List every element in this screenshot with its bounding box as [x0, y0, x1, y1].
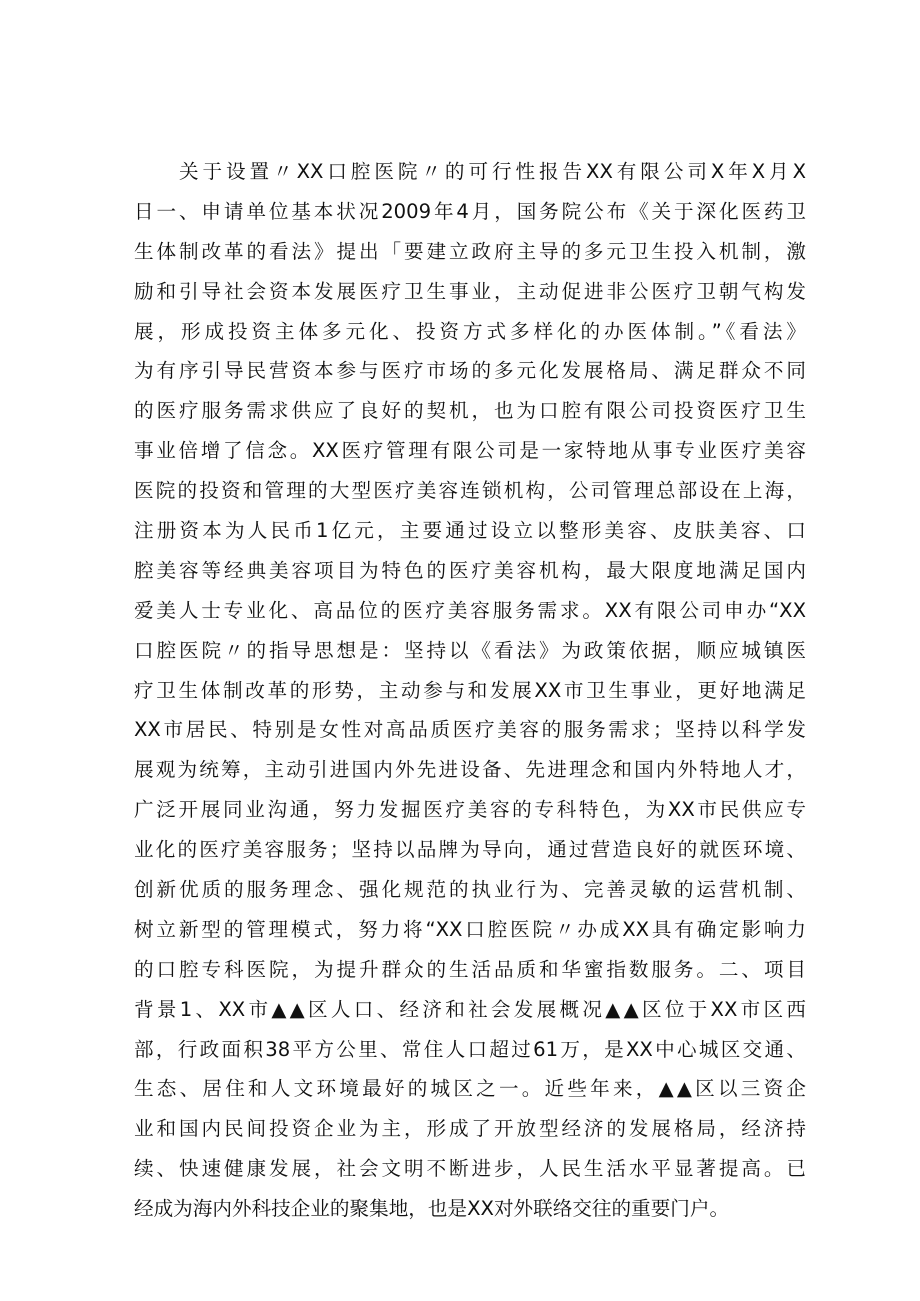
text-line: 经成为海内外科技企业的聚集地，也是XX对外联络交往的重要门户。: [134, 1197, 730, 1221]
text-line: 树立新型的管理模式，努力将“XX口腔医院〃办成XX具有确定影响力: [134, 917, 806, 941]
text-line: XX市居民、特别是女性对高品质医疗美容的服务需求；坚持以科学发: [134, 718, 806, 742]
text-line: 的口腔专科医院，为提升群众的生活品质和华蜜指数服务。二、项目: [134, 957, 806, 981]
text-line: 业化的医疗美容服务；坚持以品牌为导向，通过营造良好的就医环境、: [134, 838, 806, 862]
text-line: 部，行政面积38平方公里、常住人口超过61万，是XX中心城区交通、: [134, 1037, 806, 1061]
text-line: 为有序引导民营资本参与医疗市场的多元化发展格局、满足群众不同: [134, 359, 806, 383]
text-line: 生体制改革的看法》提出「要建立政府主导的多元卫生投入机制，激: [134, 239, 806, 263]
text-line: 励和引导社会资本发展医疗卫生事业，主动促进非公医疗卫朝气构发: [134, 279, 806, 303]
text-line: 关于设置〃XX口腔医院〃的可行性报告XX有限公司X年X月X: [179, 160, 806, 183]
text-line: 日一、申请单位基本状况2009年4月，国务院公布《关于深化医药卫: [134, 199, 806, 223]
report-paragraph: [134, 152, 806, 1229]
text-line: 广泛开展同业沟通，努力发掘医疗美容的专科特色，为XX市民供应专: [134, 798, 806, 822]
text-line: 展，形成投资主体多元化、投资方式多样化的办医体制。”《看法》: [134, 319, 806, 343]
text-line: 口腔医院〃的指导思想是：坚持以《看法》为政策依据，顺应城镇医: [134, 638, 806, 662]
text-line: 疗卫生体制改革的形势，主动参与和发展XX市卫生事业，更好地满足: [134, 678, 806, 702]
text-line: 爱美人士专业化、高品位的医疗美容服务需求。XX有限公司申办“XX: [134, 598, 806, 622]
text-line: 事业倍增了信念。XX医疗管理有限公司是一家特地从事专业医疗美容: [134, 439, 806, 463]
text-line: 展观为统筹，主动引进国内外先进设备、先进理念和国内外特地人才，: [134, 758, 806, 782]
text-line: 背景1、XX市▲▲区人口、经济和社会发展概况▲▲区位于XX市区西: [134, 997, 806, 1021]
text-line: 业和国内民间投资企业为主，形成了开放型经济的发展格局，经济持: [134, 1117, 806, 1141]
text-line: 创新优质的服务理念、强化规范的执业行为、完善灵敏的运营机制、: [134, 878, 806, 902]
text-line: 的医疗服务需求供应了良好的契机，也为口腔有限公司投资医疗卫生: [134, 399, 806, 423]
text-line: 腔美容等经典美容项目为特色的医疗美容机构，最大限度地满足国内: [134, 558, 806, 582]
text-line: 注册资本为人民币1亿元，主要通过设立以整形美容、皮肤美容、口: [134, 519, 806, 543]
text-line: 续、快速健康发展，社会文明不断进步，人民生活水平显著提高。已: [134, 1157, 806, 1181]
text-line: 医院的投资和管理的大型医疗美容连锁机构，公司管理总部设在上海，: [134, 479, 806, 503]
text-line: 生态、居住和人文环境最好的城区之一。近些年来，▲▲区以三资企: [134, 1077, 806, 1101]
